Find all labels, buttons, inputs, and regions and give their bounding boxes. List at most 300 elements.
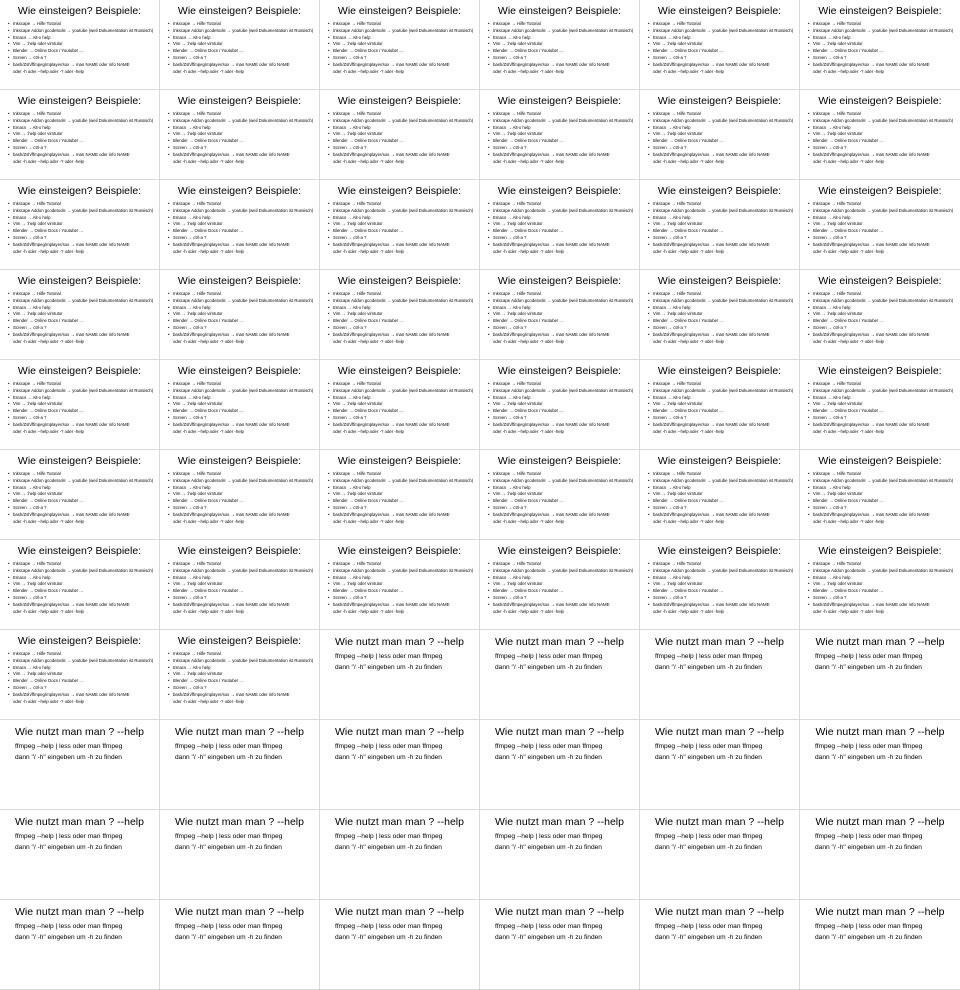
bullet-item: • bash/Zsh/ffmpeg/mplayer/sox → man NAME oder info NAME: [328, 511, 450, 517]
slide-body: [640, 922, 799, 943]
body-line: ffmpeg --help | less oder man ffmpeg: [335, 743, 443, 750]
bullet-item: • bash/Zsh/ffmpeg/mplayer/sox → man NAME oder info NAME: [168, 421, 290, 427]
bullet-item: • Vim → :help oder vimtutor: [328, 581, 383, 587]
slide-body: [640, 832, 799, 853]
slide-thumbnail-beispiele[interactable]: [320, 360, 480, 450]
bullet-item: • Emacs → Alt-x help: [808, 394, 851, 400]
bullet-item: • bash/Zsh/ffmpeg/mplayer/sox → man NAME oder info NAME: [8, 691, 130, 697]
bullet-item: • Screen → ctrl-a ?: [328, 414, 367, 420]
bullet-list: [800, 561, 960, 615]
bullet-continuation: oder -h oder --help oder -? oder -help: [13, 518, 84, 524]
slide-title: Wie nutzt man man ? --help: [15, 816, 144, 828]
bullet-item: • Inkscape → Hilfe Tutorial: [328, 561, 381, 566]
slide-thumbnail-beispiele[interactable]: [480, 540, 640, 630]
slide-thumbnail-help[interactable]: [800, 720, 960, 810]
slide-thumbnail-beispiele[interactable]: [0, 0, 160, 90]
slide-title: Wie einsteigen? Beispiele:: [657, 275, 782, 287]
slide-thumbnail-beispiele[interactable]: [640, 180, 800, 270]
slide-thumbnail-help[interactable]: [0, 810, 160, 900]
bullet-item: • Inkscape Addon gcodetools → youtube (weil Dokumentation ist Russisch): [8, 567, 154, 573]
bullet-continuation: oder -h oder --help oder -? oder -help: [813, 608, 884, 614]
bullet-item: • Emacs → Alt-x help: [328, 304, 371, 310]
bullet-item: • Vim → :help oder vimtutor: [648, 221, 703, 227]
bullet-item: • Screen → ctrl-a ?: [648, 54, 687, 60]
bullet-continuation: oder -h oder --help oder -? oder -help: [173, 338, 244, 344]
slide-thumbnail-help[interactable]: [800, 900, 960, 990]
bullet-item: • Inkscape → Hilfe Tutorial: [168, 21, 221, 26]
bullet-item: • Blender → Online Docs / Youtube! ...: [648, 588, 723, 594]
bullet-continuation: oder -h oder --help oder -? oder -help: [653, 68, 724, 74]
slide-title: Wie einsteigen? Beispiele:: [177, 275, 302, 287]
bullet-item: • Inkscape Addon gcodetools → youtube (weil Dokumentation ist Russisch): [8, 117, 154, 123]
slide-body: [800, 652, 960, 673]
slide-thumbnail-beispiele[interactable]: [800, 540, 960, 630]
bullet-item: • Blender → Online Docs / Youtube! ...: [8, 228, 83, 234]
body-line: ffmpeg --help | less oder man ffmpeg: [15, 743, 123, 750]
slide-title: Wie einsteigen? Beispiele:: [657, 545, 782, 557]
slide-thumbnail-beispiele[interactable]: [0, 90, 160, 180]
slide-thumbnail-beispiele[interactable]: [480, 90, 640, 180]
bullet-item: • Inkscape → Hilfe Tutorial: [808, 381, 861, 386]
slide-body: [160, 742, 319, 763]
slide-title: Wie einsteigen? Beispiele:: [657, 5, 782, 17]
slide-thumbnail-help[interactable]: [640, 900, 800, 990]
slide-thumbnail-beispiele[interactable]: [480, 450, 640, 540]
bullet-item: • bash/Zsh/ffmpeg/mplayer/sox → man NAME oder info NAME: [488, 511, 610, 517]
slide-thumbnail-beispiele[interactable]: [0, 630, 160, 720]
slide-title: Wie nutzt man man ? --help: [815, 816, 945, 828]
bullet-item: • Inkscape Addon gcodetools → youtube (weil Dokumentation ist Russisch): [8, 27, 154, 33]
slide-title: Wie nutzt man man ? --help: [655, 726, 784, 738]
bullet-item: • Inkscape Addon gcodetools → youtube (weil Dokumentation ist Russisch): [328, 27, 474, 33]
bullet-item: • Vim → :help oder vimtutor: [648, 401, 703, 407]
bullet-item: • Vim → :help oder vimtutor: [808, 401, 863, 407]
body-line: ffmpeg --help | less oder man ffmpeg: [335, 653, 443, 660]
bullet-continuation: oder -h oder --help oder -? oder -help: [13, 248, 84, 254]
slide-thumbnail-beispiele[interactable]: [800, 270, 960, 360]
slide-title: Wie einsteigen? Beispiele:: [337, 95, 462, 107]
bullet-item: • bash/Zsh/ffmpeg/mplayer/sox → man NAME oder info NAME: [8, 61, 130, 67]
slide-thumbnail-help[interactable]: [0, 720, 160, 810]
bullet-item: • Vim → :help oder vimtutor: [8, 311, 63, 317]
bullet-item: • Vim → :help oder vimtutor: [168, 311, 223, 317]
bullet-item: • Inkscape Addon gcodetools → youtube (weil Dokumentation ist Russisch): [808, 207, 954, 213]
bullet-item: • Inkscape Addon gcodetools → youtube (weil Dokumentation ist Russisch): [168, 477, 314, 483]
bullet-continuation: oder -h oder --help oder -? oder -help: [813, 68, 884, 74]
bullet-item: • Inkscape Addon gcodetools → youtube (weil Dokumentation ist Russisch): [648, 297, 794, 303]
bullet-item: • Inkscape → Hilfe Tutorial: [168, 201, 221, 206]
body-line: dann "/ -h" eingeben um -h zu finden: [15, 933, 122, 941]
bullet-item: • Vim → :help oder vimtutor: [168, 581, 223, 587]
slide-body: [320, 652, 479, 673]
bullet-item: • Vim → :help oder vimtutor: [808, 311, 863, 317]
bullet-list: [0, 111, 159, 165]
slide-thumbnail-beispiele[interactable]: [800, 450, 960, 540]
bullet-item: • Screen → ctrl-a ?: [648, 234, 687, 240]
bullet-item: • Screen → ctrl-a ?: [488, 594, 527, 600]
body-line: dann "/ -h" eingeben um -h zu finden: [335, 843, 442, 851]
bullet-continuation: oder -h oder --help oder -? oder -help: [173, 608, 244, 614]
bullet-item: • Inkscape → Hilfe Tutorial: [168, 471, 221, 476]
bullet-item: • Screen → ctrl-a ?: [8, 234, 47, 240]
slide-thumbnail-beispiele[interactable]: [640, 540, 800, 630]
slide-thumbnail-beispiele[interactable]: [640, 270, 800, 360]
body-line: dann "/ -h" eingeben um -h zu finden: [175, 753, 282, 761]
bullet-continuation: oder -h oder --help oder -? oder -help: [813, 158, 884, 164]
bullet-item: • Inkscape → Hilfe Tutorial: [8, 21, 61, 26]
slide-thumbnail-beispiele[interactable]: [640, 450, 800, 540]
bullet-list: [640, 111, 799, 165]
body-line: dann "/ -h" eingeben um -h zu finden: [15, 753, 122, 761]
bullet-list: [0, 21, 159, 75]
slide-title: Wie nutzt man man ? --help: [495, 726, 624, 738]
slide-thumbnail-beispiele[interactable]: [0, 540, 160, 630]
body-line: dann "/ -h" eingeben um -h zu finden: [335, 663, 442, 671]
bullet-item: • Blender → Online Docs / Youtube! ...: [168, 228, 243, 234]
bullet-item: • Inkscape → Hilfe Tutorial: [808, 561, 861, 566]
bullet-item: • Screen → ctrl-a ?: [168, 504, 207, 510]
slide-title: Wie einsteigen? Beispiele:: [17, 95, 142, 107]
bullet-item: • Inkscape Addon gcodetools → youtube (weil Dokumentation ist Russisch): [168, 567, 314, 573]
bullet-item: • Vim → :help oder vimtutor: [808, 491, 863, 497]
slide-body: [160, 922, 319, 943]
bullet-item: • Emacs → Alt-x help: [808, 484, 851, 490]
slide-thumbnail-beispiele[interactable]: [0, 270, 160, 360]
bullet-continuation: oder -h oder --help oder -? oder -help: [173, 518, 244, 524]
bullet-item: • Inkscape → Hilfe Tutorial: [328, 21, 381, 26]
bullet-continuation: oder -h oder --help oder -? oder -help: [333, 68, 404, 74]
bullet-item: • Inkscape Addon gcodetools → youtube (weil Dokumentation ist Russisch): [808, 117, 954, 123]
bullet-item: • Inkscape → Hilfe Tutorial: [488, 291, 541, 296]
bullet-list: [480, 381, 639, 435]
bullet-item: • Blender → Online Docs / Youtube! ...: [488, 228, 563, 234]
bullet-list: [320, 291, 479, 345]
bullet-item: • Emacs → Alt-x help: [808, 214, 851, 220]
slide-thumbnail-beispiele[interactable]: [640, 90, 800, 180]
bullet-item: • Inkscape Addon gcodetools → youtube (weil Dokumentation ist Russisch): [648, 27, 794, 33]
slide-thumbnail-beispiele[interactable]: [480, 360, 640, 450]
bullet-item: • Emacs → Alt-x help: [168, 664, 211, 670]
bullet-item: • bash/Zsh/ffmpeg/mplayer/sox → man NAME oder info NAME: [488, 151, 610, 157]
bullet-item: • Inkscape Addon gcodetools → youtube (weil Dokumentation ist Russisch): [168, 207, 314, 213]
slide-body: [480, 652, 639, 673]
slide-title: Wie nutzt man man ? --help: [175, 726, 304, 738]
bullet-item: • Screen → ctrl-a ?: [168, 54, 207, 60]
bullet-item: • Inkscape Addon gcodetools → youtube (weil Dokumentation ist Russisch): [328, 297, 474, 303]
bullet-list: [480, 21, 639, 75]
bullet-item: • Blender → Online Docs / Youtube! ...: [808, 408, 883, 414]
slide-thumbnail-beispiele[interactable]: [160, 630, 320, 720]
slide-thumbnail-help[interactable]: [160, 900, 320, 990]
bullet-item: • Vim → :help oder vimtutor: [168, 491, 223, 497]
bullet-item: • bash/Zsh/ffmpeg/mplayer/sox → man NAME oder info NAME: [168, 511, 290, 517]
slide-thumbnail-help[interactable]: [480, 900, 640, 990]
bullet-item: • Blender → Online Docs / Youtube! ...: [488, 318, 563, 324]
body-line: dann "/ -h" eingeben um -h zu finden: [495, 753, 602, 761]
slide-title: Wie einsteigen? Beispiele:: [818, 185, 942, 197]
bullet-list: [480, 471, 639, 525]
slide-thumbnail-beispiele[interactable]: [320, 540, 480, 630]
slide-thumbnail-help[interactable]: [640, 630, 800, 720]
slide-thumbnail-beispiele[interactable]: [160, 270, 320, 360]
bullet-item: • Inkscape Addon gcodetools → youtube (weil Dokumentation ist Russisch): [8, 297, 154, 303]
bullet-item: • Vim → :help oder vimtutor: [8, 221, 63, 227]
bullet-item: • Emacs → Alt-x help: [488, 124, 531, 130]
bullet-item: • Blender → Online Docs / Youtube! ...: [8, 498, 83, 504]
slide-body: [0, 922, 159, 943]
bullet-item: • Emacs → Alt-x help: [808, 304, 851, 310]
slide-thumbnail-beispiele[interactable]: [160, 180, 320, 270]
slide-title: Wie einsteigen? Beispiele:: [818, 545, 942, 557]
bullet-item: • bash/Zsh/ffmpeg/mplayer/sox → man NAME oder info NAME: [168, 691, 290, 697]
slide-thumbnail-help[interactable]: [160, 810, 320, 900]
bullet-list: [800, 201, 960, 255]
bullet-list: [160, 21, 319, 75]
bullet-item: • Inkscape → Hilfe Tutorial: [488, 111, 541, 116]
bullet-item: • Emacs → Alt-x help: [168, 574, 211, 580]
body-line: dann "/ -h" eingeben um -h zu finden: [175, 843, 282, 851]
slide-thumbnail-help[interactable]: [640, 720, 800, 810]
slide-thumbnail-help[interactable]: [480, 810, 640, 900]
slide-body: [800, 742, 960, 763]
bullet-item: • Emacs → Alt-x help: [648, 304, 691, 310]
bullet-item: • Blender → Online Docs / Youtube! ...: [168, 318, 243, 324]
bullet-item: • Inkscape → Hilfe Tutorial: [488, 381, 541, 386]
slide-body: [480, 832, 639, 853]
bullet-item: • Blender → Online Docs / Youtube! ...: [8, 48, 83, 54]
bullet-continuation: oder -h oder --help oder -? oder -help: [173, 428, 244, 434]
bullet-item: • Inkscape Addon gcodetools → youtube (weil Dokumentation ist Russisch): [488, 297, 634, 303]
bullet-list: [800, 291, 960, 345]
slide-title: Wie nutzt man man ? --help: [335, 906, 464, 918]
bullet-list: [0, 471, 159, 525]
slide-thumbnail-beispiele[interactable]: [160, 450, 320, 540]
bullet-item: • Blender → Online Docs / Youtube! ...: [648, 228, 723, 234]
bullet-item: • Inkscape → Hilfe Tutorial: [328, 291, 381, 296]
bullet-list: [800, 21, 960, 75]
bullet-item: • Inkscape → Hilfe Tutorial: [648, 561, 701, 566]
bullet-item: • bash/Zsh/ffmpeg/mplayer/sox → man NAME oder info NAME: [808, 241, 930, 247]
slide-title: Wie einsteigen? Beispiele:: [497, 545, 622, 557]
bullet-item: • Screen → ctrl-a ?: [488, 504, 527, 510]
bullet-continuation: oder -h oder --help oder -? oder -help: [173, 68, 244, 74]
bullet-item: • Blender → Online Docs / Youtube! ...: [8, 318, 83, 324]
bullet-item: • Blender → Online Docs / Youtube! ...: [328, 48, 403, 54]
bullet-item: • Blender → Online Docs / Youtube! ...: [168, 408, 243, 414]
slide-thumbnail-beispiele[interactable]: [320, 0, 480, 90]
slide-thumbnail-beispiele[interactable]: [480, 180, 640, 270]
slide-thumbnail-help[interactable]: [640, 810, 800, 900]
bullet-item: • Blender → Online Docs / Youtube! ...: [808, 138, 883, 144]
bullet-item: • Blender → Online Docs / Youtube! ...: [648, 138, 723, 144]
slide-title: Wie nutzt man man ? --help: [815, 906, 945, 918]
bullet-item: • Inkscape Addon gcodetools → youtube (weil Dokumentation ist Russisch): [8, 657, 154, 663]
bullet-list: [160, 651, 319, 705]
slide-thumbnail-help[interactable]: [320, 810, 480, 900]
slide-thumbnail-help[interactable]: [480, 720, 640, 810]
bullet-item: • Emacs → Alt-x help: [8, 664, 51, 670]
slide-thumbnail-beispiele[interactable]: [320, 270, 480, 360]
slide-thumbnail-help[interactable]: [0, 900, 160, 990]
slide-thumbnail-beispiele[interactable]: [160, 0, 320, 90]
slide-title: Wie nutzt man man ? --help: [655, 816, 784, 828]
slide-title: Wie einsteigen? Beispiele:: [657, 455, 782, 467]
slide-thumbnail-beispiele[interactable]: [0, 450, 160, 540]
body-line: dann "/ -h" eingeben um -h zu finden: [495, 933, 602, 941]
body-line: dann "/ -h" eingeben um -h zu finden: [815, 933, 922, 941]
bullet-item: • bash/Zsh/ffmpeg/mplayer/sox → man NAME oder info NAME: [328, 61, 450, 67]
bullet-item: • Inkscape Addon gcodetools → youtube (weil Dokumentation ist Russisch): [8, 207, 154, 213]
slide-thumbnail-beispiele[interactable]: [0, 180, 160, 270]
bullet-item: • bash/Zsh/ffmpeg/mplayer/sox → man NAME oder info NAME: [808, 331, 930, 337]
slide-thumbnail-help[interactable]: [320, 630, 480, 720]
bullet-item: • Vim → :help oder vimtutor: [648, 131, 703, 137]
bullet-item: • bash/Zsh/ffmpeg/mplayer/sox → man NAME oder info NAME: [488, 241, 610, 247]
bullet-item: • Inkscape → Hilfe Tutorial: [648, 201, 701, 206]
slide-thumbnail-beispiele[interactable]: [800, 90, 960, 180]
bullet-item: • Inkscape Addon gcodetools → youtube (weil Dokumentation ist Russisch): [168, 657, 314, 663]
bullet-item: • Emacs → Alt-x help: [168, 304, 211, 310]
body-line: dann "/ -h" eingeben um -h zu finden: [495, 843, 602, 851]
body-line: ffmpeg --help | less oder man ffmpeg: [495, 923, 603, 930]
bullet-item: • bash/Zsh/ffmpeg/mplayer/sox → man NAME oder info NAME: [328, 421, 450, 427]
body-line: dann "/ -h" eingeben um -h zu finden: [815, 843, 922, 851]
slide-body: [640, 652, 799, 673]
slide-title: Wie einsteigen? Beispiele:: [818, 455, 942, 467]
slide-title: Wie nutzt man man ? --help: [175, 816, 304, 828]
body-line: dann "/ -h" eingeben um -h zu finden: [495, 663, 602, 671]
bullet-item: • bash/Zsh/ffmpeg/mplayer/sox → man NAME oder info NAME: [328, 241, 450, 247]
slide-title: Wie einsteigen? Beispiele:: [17, 275, 142, 287]
bullet-item: • Inkscape Addon gcodetools → youtube (weil Dokumentation ist Russisch): [168, 117, 314, 123]
slide-thumbnail-help[interactable]: [800, 810, 960, 900]
bullet-item: • bash/Zsh/ffmpeg/mplayer/sox → man NAME oder info NAME: [648, 601, 770, 607]
bullet-item: • Emacs → Alt-x help: [8, 304, 51, 310]
bullet-item: • Vim → :help oder vimtutor: [8, 491, 63, 497]
bullet-item: • Inkscape → Hilfe Tutorial: [8, 201, 61, 206]
slide-thumbnail-help[interactable]: [320, 900, 480, 990]
slide-thumbnail-help[interactable]: [160, 720, 320, 810]
bullet-item: • Blender → Online Docs / Youtube! ...: [488, 408, 563, 414]
bullet-item: • bash/Zsh/ffmpeg/mplayer/sox → man NAME oder info NAME: [488, 601, 610, 607]
slide-thumbnail-help[interactable]: [320, 720, 480, 810]
bullet-continuation: oder -h oder --help oder -? oder -help: [13, 428, 84, 434]
bullet-item: • Inkscape → Hilfe Tutorial: [328, 201, 381, 206]
bullet-item: • Vim → :help oder vimtutor: [168, 401, 223, 407]
bullet-item: • Emacs → Alt-x help: [8, 214, 51, 220]
slide-thumbnail-beispiele[interactable]: [480, 270, 640, 360]
body-line: dann "/ -h" eingeben um -h zu finden: [335, 933, 442, 941]
slide-title: Wie einsteigen? Beispiele:: [337, 365, 462, 377]
bullet-item: • Emacs → Alt-x help: [8, 394, 51, 400]
slide-thumbnail-beispiele[interactable]: [640, 0, 800, 90]
bullet-item: • Screen → ctrl-a ?: [808, 54, 847, 60]
bullet-item: • Screen → ctrl-a ?: [488, 54, 527, 60]
slide-thumbnail-beispiele[interactable]: [320, 90, 480, 180]
slide-title: Wie einsteigen? Beispiele:: [17, 365, 142, 377]
bullet-item: • Screen → ctrl-a ?: [8, 594, 47, 600]
bullet-item: • Vim → :help oder vimtutor: [8, 581, 63, 587]
bullet-continuation: oder -h oder --help oder -? oder -help: [493, 428, 564, 434]
bullet-item: • Blender → Online Docs / Youtube! ...: [648, 318, 723, 324]
bullet-item: • Vim → :help oder vimtutor: [8, 131, 63, 137]
slide-title: Wie nutzt man man ? --help: [175, 906, 304, 918]
slide-thumbnail-help[interactable]: [800, 630, 960, 720]
bullet-item: • Inkscape Addon gcodetools → youtube (weil Dokumentation ist Russisch): [488, 477, 634, 483]
slide-thumbnail-beispiele[interactable]: [800, 180, 960, 270]
body-line: dann "/ -h" eingeben um -h zu finden: [15, 843, 122, 851]
bullet-list: [320, 471, 479, 525]
body-line: ffmpeg --help | less oder man ffmpeg: [815, 833, 923, 840]
slide-thumbnail-beispiele[interactable]: [800, 0, 960, 90]
slide-thumbnail-beispiele[interactable]: [640, 360, 800, 450]
bullet-item: • Emacs → Alt-x help: [808, 124, 851, 130]
bullet-item: • Screen → ctrl-a ?: [8, 504, 47, 510]
slide-thumbnail-beispiele[interactable]: [160, 540, 320, 630]
bullet-continuation: oder -h oder --help oder -? oder -help: [333, 428, 404, 434]
slide-thumbnail-beispiele[interactable]: [160, 360, 320, 450]
bullet-list: [160, 111, 319, 165]
bullet-item: • Inkscape Addon gcodetools → youtube (weil Dokumentation ist Russisch): [488, 567, 634, 573]
slide-thumbnail-beispiele[interactable]: [160, 90, 320, 180]
bullet-item: • Inkscape → Hilfe Tutorial: [328, 381, 381, 386]
slide-thumbnail-beispiele[interactable]: [0, 360, 160, 450]
slide-thumbnail-beispiele[interactable]: [480, 0, 640, 90]
bullet-continuation: oder -h oder --help oder -? oder -help: [13, 68, 84, 74]
bullet-item: • bash/Zsh/ffmpeg/mplayer/sox → man NAME oder info NAME: [808, 151, 930, 157]
bullet-item: • Inkscape Addon gcodetools → youtube (weil Dokumentation ist Russisch): [168, 297, 314, 303]
bullet-continuation: oder -h oder --help oder -? oder -help: [813, 248, 884, 254]
bullet-list: [320, 381, 479, 435]
bullet-continuation: oder -h oder --help oder -? oder -help: [333, 158, 404, 164]
slide-thumbnail-beispiele[interactable]: [320, 450, 480, 540]
bullet-item: • Vim → :help oder vimtutor: [328, 131, 383, 137]
slide-title: Wie einsteigen? Beispiele:: [177, 545, 302, 557]
bullet-item: • Screen → ctrl-a ?: [168, 414, 207, 420]
body-line: ffmpeg --help | less oder man ffmpeg: [175, 743, 283, 750]
bullet-item: • Emacs → Alt-x help: [488, 304, 531, 310]
slide-body: [160, 832, 319, 853]
bullet-item: • Inkscape Addon gcodetools → youtube (weil Dokumentation ist Russisch): [168, 387, 314, 393]
bullet-item: • Screen → ctrl-a ?: [808, 504, 847, 510]
bullet-list: [320, 21, 479, 75]
bullet-item: • Inkscape Addon gcodetools → youtube (weil Dokumentation ist Russisch): [8, 477, 154, 483]
bullet-continuation: oder -h oder --help oder -? oder -help: [13, 698, 84, 704]
slide-thumbnail-beispiele[interactable]: [800, 360, 960, 450]
slide-thumbnail-help[interactable]: [480, 630, 640, 720]
bullet-item: • Blender → Online Docs / Youtube! ...: [648, 408, 723, 414]
body-line: dann "/ -h" eingeben um -h zu finden: [655, 663, 762, 671]
bullet-item: • Inkscape → Hilfe Tutorial: [168, 291, 221, 296]
bullet-item: • Blender → Online Docs / Youtube! ...: [328, 138, 403, 144]
bullet-list: [640, 561, 799, 615]
slide-thumbnail-beispiele[interactable]: [320, 180, 480, 270]
bullet-item: • Inkscape Addon gcodetools → youtube (weil Dokumentation ist Russisch): [328, 117, 474, 123]
bullet-item: • bash/Zsh/ffmpeg/mplayer/sox → man NAME oder info NAME: [488, 421, 610, 427]
bullet-item: • Emacs → Alt-x help: [648, 34, 691, 40]
bullet-item: • Emacs → Alt-x help: [488, 484, 531, 490]
bullet-item: • Emacs → Alt-x help: [8, 484, 51, 490]
bullet-item: • Blender → Online Docs / Youtube! ...: [8, 408, 83, 414]
bullet-list: [800, 471, 960, 525]
bullet-item: • Blender → Online Docs / Youtube! ...: [808, 318, 883, 324]
bullet-item: • Inkscape → Hilfe Tutorial: [488, 561, 541, 566]
bullet-item: • Emacs → Alt-x help: [488, 394, 531, 400]
bullet-item: • Inkscape Addon gcodetools → youtube (weil Dokumentation ist Russisch): [648, 207, 794, 213]
bullet-continuation: oder -h oder --help oder -? oder -help: [493, 338, 564, 344]
bullet-item: • bash/Zsh/ffmpeg/mplayer/sox → man NAME oder info NAME: [488, 331, 610, 337]
bullet-item: • Inkscape → Hilfe Tutorial: [328, 471, 381, 476]
